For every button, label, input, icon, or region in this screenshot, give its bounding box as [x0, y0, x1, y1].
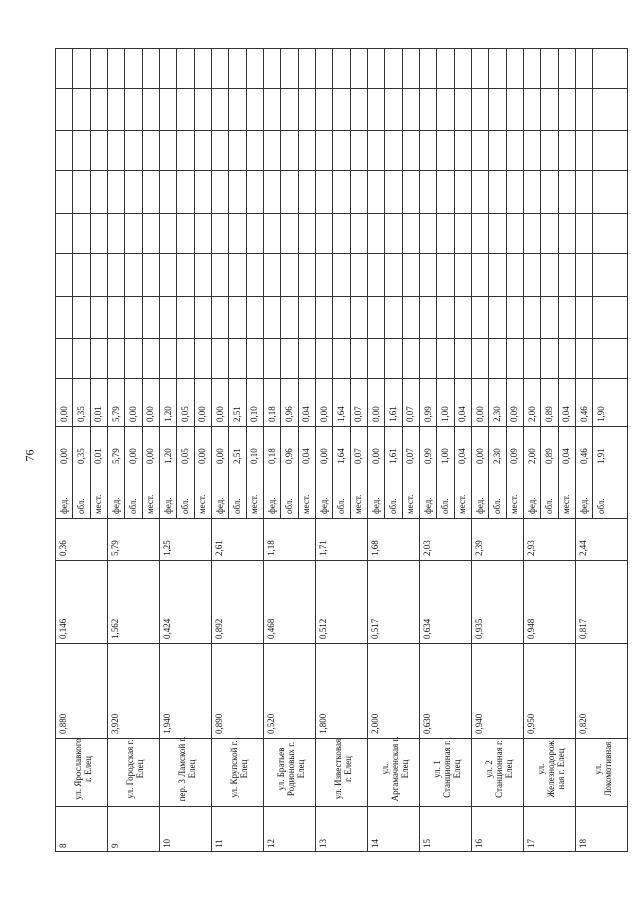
budget-value: 0,00	[145, 448, 156, 464]
budget-value: 0,00	[214, 448, 225, 464]
value-col5: 2,03	[422, 540, 432, 556]
table-grid-line	[55, 48, 627, 49]
budget-level: мест.	[509, 494, 520, 514]
budget-level: фед.	[422, 497, 433, 514]
budget-level: обл.	[128, 498, 138, 514]
budget-value-2: 0,00	[58, 406, 69, 422]
budget-level: обл.	[284, 498, 294, 514]
value-col5: 1,71	[318, 540, 328, 556]
table-grid-line	[315, 48, 316, 851]
street-name: пер. 3 Ламской г. Елец	[177, 736, 197, 802]
table-grid-line	[384, 48, 385, 518]
table-grid-line	[280, 48, 281, 518]
budget-value-2: 2,00	[526, 406, 537, 422]
table-grid-line	[332, 48, 333, 518]
table-grid-line	[55, 170, 627, 171]
budget-value-2: 1,61	[388, 406, 398, 422]
table-grid-line	[55, 130, 627, 131]
value-col5: 2,61	[214, 540, 224, 556]
table-grid-line	[454, 48, 455, 518]
row-number: 15	[422, 839, 432, 848]
budget-value-2: 1,00	[440, 406, 450, 422]
table-grid-line	[298, 48, 299, 518]
table-grid-line	[488, 48, 489, 518]
budget-value: 2,30	[492, 448, 502, 464]
budget-value: 1,61	[388, 448, 398, 464]
budget-value: 0,00	[370, 448, 381, 464]
budget-level: фед.	[526, 497, 537, 514]
budget-value: 0,18	[266, 448, 277, 464]
table-grid-line	[55, 426, 627, 427]
table-grid-line	[436, 48, 437, 518]
budget-value: 2,00	[526, 448, 537, 464]
value-col5: 1,68	[370, 540, 380, 556]
value-col4: 0,424	[162, 618, 172, 639]
budget-value-2: 0,04	[561, 406, 572, 422]
row-number: 12	[266, 839, 276, 848]
budget-value-2: 0,04	[301, 406, 312, 422]
value-col5: 2,39	[474, 540, 484, 556]
street-name: ул. Железнодорож ная г. Елец	[536, 740, 566, 798]
budget-level: фед.	[110, 497, 121, 514]
budget-level: фед.	[578, 497, 589, 514]
table-grid-line	[55, 378, 627, 379]
row-number: 11	[214, 839, 224, 848]
value-col4: 0,468	[266, 618, 276, 639]
table-grid-line	[627, 48, 628, 851]
table-grid-line	[107, 48, 108, 851]
budget-value-2: 0,18	[266, 406, 277, 422]
table-grid-line	[263, 48, 264, 851]
table-grid-line	[419, 48, 420, 851]
row-number: 8	[58, 843, 68, 848]
table-grid-line	[592, 48, 593, 518]
budget-value-2: 0,05	[180, 406, 190, 422]
budget-level: мест.	[145, 494, 156, 514]
table-grid-line	[55, 806, 627, 807]
budget-value: 0,00	[197, 448, 208, 464]
budget-value: 1,20	[162, 448, 173, 464]
budget-value-2: 2,51	[232, 406, 242, 422]
street-name: ул. Городская г. Елец	[125, 739, 145, 799]
table-grid-line	[72, 48, 73, 518]
budget-level: фед.	[214, 497, 225, 514]
budget-value: 5,79	[110, 448, 121, 464]
budget-value: 0,09	[509, 448, 520, 464]
budget-value-2: 0,09	[509, 406, 520, 422]
street-name: ул. 1 Станционная г. Елец	[432, 740, 462, 798]
budget-value-2: 0,10	[249, 406, 260, 422]
budget-value: 2,51	[232, 448, 242, 464]
road-length: 2,000	[370, 713, 380, 734]
budget-value-2: 0,04	[457, 406, 468, 422]
table-grid-line	[506, 48, 507, 518]
street-name: ул. Ярославкого г. Елец	[73, 738, 93, 800]
table-grid-line	[228, 48, 229, 518]
budget-value: 1,64	[336, 448, 346, 464]
street-name: ул. Локомотивная	[593, 741, 613, 797]
budget-value-2: 0,00	[145, 406, 156, 422]
value-col5: 5,79	[110, 540, 120, 556]
row-number: 18	[578, 839, 588, 848]
value-col4: 0,948	[526, 618, 536, 639]
budget-value: 0,05	[180, 448, 190, 464]
table-grid-line	[246, 48, 247, 518]
budget-level: обл.	[596, 498, 606, 514]
budget-value: 0,01	[93, 448, 104, 464]
page-number: 76	[22, 449, 37, 462]
table-grid-line	[402, 48, 403, 518]
budget-level: обл.	[388, 498, 398, 514]
budget-value-2: 0,96	[284, 406, 294, 422]
table-grid-line	[55, 213, 627, 214]
table-grid-line	[55, 296, 627, 297]
budget-level: мест.	[197, 494, 208, 514]
budget-value: 0,96	[284, 448, 294, 464]
budget-value: 0,04	[561, 448, 572, 464]
budget-level: обл.	[180, 498, 190, 514]
table-grid-line	[367, 48, 368, 851]
table-grid-line	[523, 48, 524, 851]
value-col4: 0,892	[214, 618, 224, 639]
budget-level: обл.	[544, 498, 554, 514]
budget-level: обл.	[440, 498, 450, 514]
table-grid-line	[211, 48, 212, 851]
budget-level: обл.	[336, 498, 346, 514]
value-col4: 0,517	[370, 618, 380, 639]
budget-value-2: 0,00	[128, 406, 138, 422]
road-length: 0,880	[58, 713, 68, 734]
budget-value-2: 1,20	[162, 406, 173, 422]
budget-level: фед.	[474, 497, 485, 514]
budget-value-2: 5,79	[110, 406, 121, 422]
budget-value-2: 0,07	[353, 406, 364, 422]
budget-value: 0,00	[474, 448, 485, 464]
budget-level: мест.	[249, 494, 260, 514]
table-grid-line	[55, 851, 628, 852]
table-grid-line	[176, 48, 177, 518]
budget-value-2: 2,30	[492, 406, 502, 422]
budget-value: 0,35	[76, 448, 86, 464]
budget-level: фед.	[318, 497, 329, 514]
budget-value-2: 1,64	[336, 406, 346, 422]
budget-level: мест.	[93, 494, 104, 514]
budget-level: фед.	[58, 497, 69, 514]
table-grid-line	[142, 48, 143, 518]
budget-value: 0,07	[353, 448, 364, 464]
budget-value: 0,99	[422, 448, 433, 464]
table-grid-line	[55, 253, 627, 254]
value-col4: 0,634	[422, 618, 432, 639]
table-grid-line	[55, 338, 627, 339]
budget-value-2: 0,99	[422, 406, 433, 422]
table-grid-line	[350, 48, 351, 518]
budget-level: обл.	[492, 498, 502, 514]
value-col5: 2,44	[578, 540, 588, 556]
budget-value-2: 0,07	[405, 406, 416, 422]
budget-value: 0,04	[301, 448, 312, 464]
budget-value: 0,04	[457, 448, 468, 464]
budget-level: фед.	[162, 497, 173, 514]
budget-value: 0,89	[544, 448, 554, 464]
budget-value-2: 0,00	[474, 406, 485, 422]
budget-value-2: 0,00	[370, 406, 381, 422]
table-grid-line	[471, 48, 472, 851]
road-length: 0,520	[266, 713, 276, 734]
budget-value-2: 0,89	[544, 406, 554, 422]
row-number: 14	[370, 839, 380, 848]
budget-value: 0,00	[58, 448, 69, 464]
row-number: 13	[318, 839, 328, 848]
road-length: 0,950	[526, 713, 536, 734]
budget-value: 0,10	[249, 448, 260, 464]
budget-value: 0,00	[128, 448, 138, 464]
table-grid-line	[194, 48, 195, 518]
budget-level: обл.	[76, 498, 86, 514]
table-grid-line	[558, 48, 559, 518]
budget-level: фед.	[370, 497, 381, 514]
budget-value: 0,00	[318, 448, 329, 464]
budget-value: 0,46	[578, 448, 589, 464]
budget-value-2: 1,90	[596, 406, 606, 422]
budget-value: 1,00	[440, 448, 450, 464]
street-name: ул. Аргамаченская г. Елец	[380, 736, 410, 802]
table-grid-line	[55, 88, 627, 89]
budget-level: обл.	[232, 498, 242, 514]
budget-value: 1,91	[596, 448, 606, 464]
street-name: ул. Братьев Родионовых г. Елец	[276, 741, 306, 797]
road-length: 0,820	[578, 713, 588, 734]
budget-value: 0,07	[405, 448, 416, 464]
budget-value-2: 0,00	[318, 406, 329, 422]
table-grid-line	[540, 48, 541, 518]
budget-level: мест.	[405, 494, 416, 514]
table-grid-line	[575, 48, 576, 851]
road-length: 0,940	[474, 713, 484, 734]
road-length: 1,940	[162, 713, 172, 734]
value-col4: 0,935	[474, 618, 484, 639]
budget-level: мест.	[301, 494, 312, 514]
table-grid-line	[159, 48, 160, 851]
value-col5: 1,25	[162, 540, 172, 556]
table-grid-line	[55, 48, 56, 851]
row-number: 10	[162, 839, 172, 848]
road-length: 3,920	[110, 713, 120, 734]
budget-value-2: 0,00	[197, 406, 208, 422]
row-number: 16	[474, 839, 484, 848]
row-number: 17	[526, 839, 536, 848]
budget-value-2: 0,46	[578, 406, 589, 422]
road-length: 0,630	[422, 713, 432, 734]
road-length: 1,800	[318, 713, 328, 734]
table-grid-line	[55, 643, 627, 644]
table-grid-line	[124, 48, 125, 518]
street-name: ул. 2 Станционная г. Елец	[484, 740, 514, 798]
street-name: ул. Крупской г. Елец	[229, 740, 249, 798]
budget-value-2: 0,00	[214, 406, 225, 422]
street-name: ул. Известковая г. Елец	[333, 738, 353, 800]
table-grid-line	[55, 518, 627, 519]
table-grid-line	[55, 560, 627, 561]
value-col5: 2,93	[526, 540, 536, 556]
budget-level: мест.	[561, 494, 572, 514]
table-grid-line	[90, 48, 91, 518]
budget-value-2: 0,01	[93, 406, 104, 422]
value-col5: 0,36	[58, 540, 68, 556]
value-col4: 1,562	[110, 618, 120, 639]
value-col4: 0,512	[318, 618, 328, 639]
value-col5: 1,18	[266, 540, 276, 556]
value-col4: 0,146	[58, 618, 68, 639]
value-col4: 0,817	[578, 618, 588, 639]
budget-level: мест.	[457, 494, 468, 514]
budget-level: мест.	[353, 494, 364, 514]
budget-value-2: 0,35	[76, 406, 86, 422]
budget-level: фед.	[266, 497, 277, 514]
row-number: 9	[110, 843, 120, 848]
road-length: 0,890	[214, 713, 224, 734]
